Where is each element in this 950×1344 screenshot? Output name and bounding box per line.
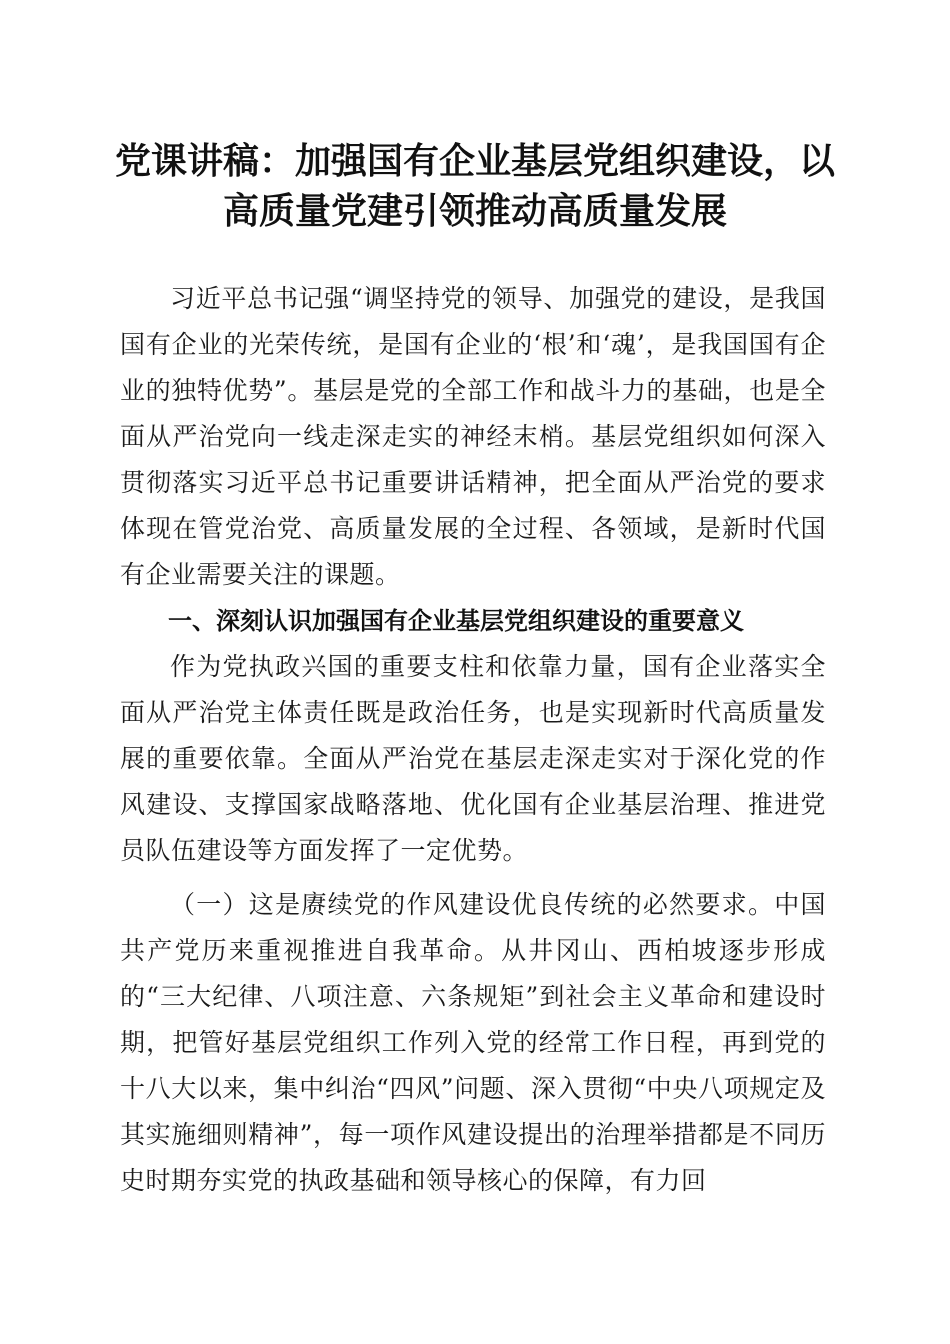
section-1-paragraph: 作为党执政兴国的重要支柱和依靠力量，国有企业落实全面从严治党主体责任既是政治任务，也是实现新时代高质量发展的重要依靠。全面从严治党在基层走深走实对于深化党的作风建设、支撑国家战略落地、优化国有企业基层治理、推进党员队伍建设等方面发挥了一定优势。 [120,652,826,865]
title-line-2: 高质量党建引领推动高质量发展 [222,190,727,232]
intro-paragraph: 习近平总书记强“调坚持党的领导、加强党的建设，是我国国有企业的光荣传统，是国有企业的‘根’和‘魂’，是我国国有企业的独特优势”。基层是党的全部工作和战斗力的基础，也是全面从严治党向一线走深走实的神经末梢。基层党组织如何深入贯彻落实习近平总书记重要讲话精神，把全面从严治党的要求体现在管党治党、高质量发展的全过程、各领域，是新时代国有企业需要关注的课题。 [120,284,826,589]
subsection-1-paragraph: （一）这是赓续党的作风建设优良传统的必然要求。中国共产党历来重视推进自我革命。从井冈山、西柏坡逐步形成的“三大纪律、八项注意、六条规矩”到社会主义革命和建设时期，把管好基层党组织工作列入党的经常工作日程，再到党的十八大以来，集中纠治“四风”问题、深入贯彻“中央八项规定及其实施细则精神”，每一项作风建设提出的治理举措都是不同历史时期夯实党的执政基础和领导核心的保障，有力回 [120,890,826,1195]
section-heading-1: 一、深刻认识加强国有企业基层党组织建设的重要意义 [168,607,744,635]
title-line-1: 党课讲稿：加强国有企业基层党组织建设，以 [114,140,835,182]
paragraph-gap [120,874,826,882]
document-body [120,276,826,1204]
document-title [100,136,850,236]
